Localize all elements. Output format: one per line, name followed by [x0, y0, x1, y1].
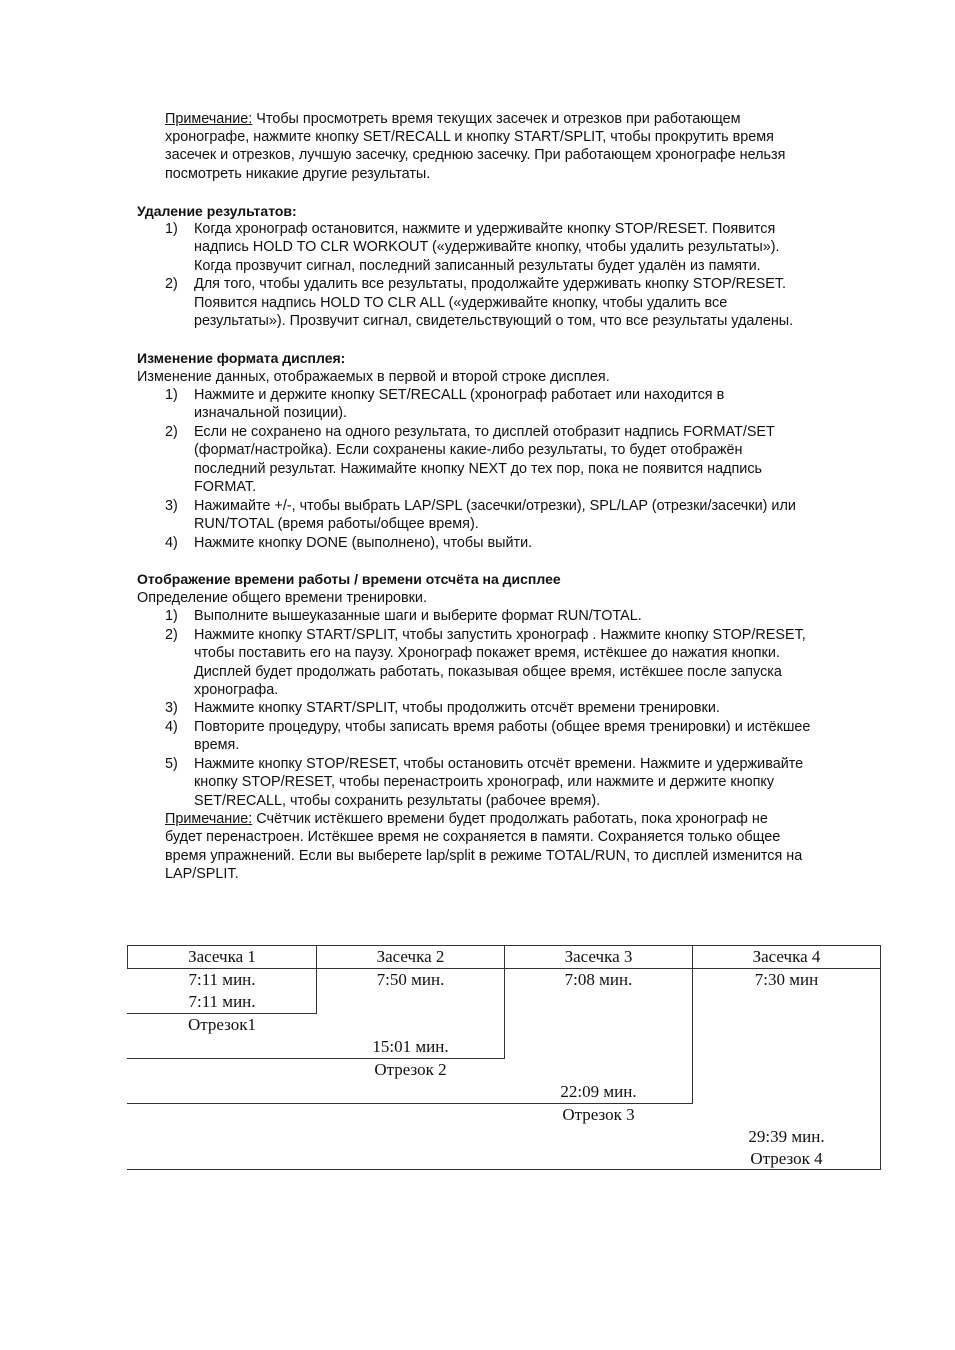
note-line: хронографе, нажмите кнопку SET/RECALL и кнопку START/SPLIT, чтобы прокрутить время	[165, 129, 774, 145]
note-line: время упражнений. Если вы выберете lap/split в режиме TOTAL/RUN, то дисплей изменится на	[165, 848, 803, 864]
list-line: Появится надпись HOLD TO CLR ALL («удерживайте кнопку, чтобы удалить все	[194, 295, 728, 311]
list-line: Нажмите и держите кнопку SET/RECALL (хронограф работает или находится в	[194, 387, 725, 403]
list-line: SET/RECALL, чтобы сохранить результаты (рабочее время).	[194, 793, 601, 809]
list-line: Когда прозвучит сигнал, последний записанный результаты будет удалён из памяти.	[194, 258, 761, 274]
note-line: LAP/SPLIT.	[165, 866, 239, 882]
list-line: чтобы поставить его на паузу. Хронограф покажет время, истёкшее до нажатия кнопки.	[194, 645, 780, 661]
note-2: Примечание: Счётчик истёкшего времени будет продолжать работать, пока хронограф не	[165, 811, 768, 827]
list-line: надпись HOLD TO CLR WORKOUT («удерживайте кнопку, чтобы удалить результаты»).	[194, 239, 780, 255]
list-number: 5)	[165, 756, 178, 772]
list-line: изначальной позиции).	[194, 405, 348, 421]
note-line: засечек и отрезков, лучшую засечку, среднюю засечку. При работающем хронографе нельзя	[165, 147, 786, 163]
split-3-time: 22:09 мин.	[560, 1082, 637, 1101]
list-line: время.	[194, 737, 240, 753]
split-3-label: Отрезок 3	[562, 1105, 635, 1124]
list-number: 2)	[165, 627, 178, 643]
note-line: будет перенастроен. Истёкшее время не сохраняется в памяти. Сохраняется только общее	[165, 829, 781, 845]
list-line: хронографа.	[194, 682, 279, 698]
note-label: Примечание:	[165, 811, 253, 827]
list-line: (формат/настройка). Если сохранены какие-либо результаты, то будет отображён	[194, 442, 743, 458]
list-number: 2)	[165, 276, 178, 292]
section-heading-format: Изменение формата дисплея:	[137, 350, 346, 366]
list-line: Если не сохранено на одного результата, то дисплей отобразит надпись FORMAT/SET	[194, 424, 775, 440]
list-line: Повторите процедуру, чтобы записать время работы (общее время тренировки) и истёкшее	[194, 719, 811, 735]
list-number: 1)	[165, 608, 178, 624]
section-intro: Определение общего времени тренировки.	[137, 590, 427, 606]
split-2-label: Отрезок 2	[374, 1060, 447, 1079]
table-header-lap-3: Засечка 3	[564, 947, 633, 966]
list-line: Выполните вышеуказанные шаги и выберите формат RUN/TOTAL.	[194, 608, 642, 624]
list-line: FORMAT.	[194, 479, 257, 495]
table-header-lap-1: Засечка 1	[188, 947, 256, 966]
list-line: Нажмите кнопку STOP/RESET, чтобы остановить отсчёт времени. Нажмите и удерживайте	[194, 756, 804, 772]
list-number: 3)	[165, 700, 178, 716]
section-intro: Изменение данных, отображаемых в первой и второй строке дисплея.	[137, 369, 610, 385]
split-1-time: 7:11 мин.	[188, 992, 256, 1011]
list-number: 3)	[165, 498, 178, 514]
lap-1-time: 7:11 мин.	[188, 970, 256, 989]
note-line: посмотреть никакие другие результаты.	[165, 166, 431, 182]
table-header-lap-2: Засечка 2	[376, 947, 445, 966]
list-line: последний результат. Нажимайте кнопку NEXT до тех пор, пока не появится надпись	[194, 461, 763, 477]
list-number: 4)	[165, 719, 178, 735]
lap-4-time: 7:30 мин	[754, 970, 819, 989]
list-line: Для того, чтобы удалить все результаты, продолжайте удерживать кнопку STOP/RESET.	[194, 276, 787, 292]
list-number: 1)	[165, 387, 178, 403]
lap-3-time: 7:08 мин.	[564, 970, 633, 989]
split-4-label: Отрезок 4	[750, 1149, 823, 1168]
list-line: Дисплей будет продолжать работать, показывая общее время, истёкшее после запуска	[194, 664, 782, 680]
list-line: кнопку STOP/RESET, чтобы перенастроить хронограф, или нажмите и держите кнопку	[194, 774, 775, 790]
list-number: 1)	[165, 221, 178, 237]
section-heading-delete: Удаление результатов:	[137, 203, 297, 219]
list-line: Нажимайте +/-, чтобы выбрать LAP/SPL (засечки/отрезки), SPL/LAP (отрезки/засечки) или	[194, 498, 796, 514]
list-line: Нажмите кнопку DONE (выполнено), чтобы выйти.	[194, 535, 533, 551]
section-heading-runtime: Отображение времени работы / времени отсчёта на дисплее	[137, 571, 561, 587]
list-line: Нажмите кнопку START/SPLIT, чтобы продолжить отсчёт времени тренировки.	[194, 700, 720, 716]
list-line: Нажмите кнопку START/SPLIT, чтобы запустить хронограф . Нажмите кнопку STOP/RESET,	[194, 627, 806, 643]
lap-2-time: 7:50 мин.	[376, 970, 445, 989]
split-1-label: Отрезок1	[187, 1015, 257, 1034]
list-number: 2)	[165, 424, 178, 440]
note-label: Примечание:	[165, 111, 253, 127]
split-4-time: 29:39 мин.	[748, 1127, 825, 1146]
split-2-time: 15:01 мин.	[372, 1037, 449, 1056]
table-header-lap-4: Засечка 4	[752, 947, 821, 966]
list-line: RUN/TOTAL (время работы/общее время).	[194, 516, 479, 532]
list-line: результаты»). Прозвучит сигнал, свидетельствующий о том, что все результаты удалены.	[194, 313, 794, 329]
table-border	[880, 945, 881, 1170]
list-number: 4)	[165, 535, 178, 551]
list-line: Когда хронограф остановится, нажмите и удерживайте кнопку STOP/RESET. Появится	[194, 221, 776, 237]
note-1: Примечание: Чтобы просмотреть время текущих засечек и отрезков при работающем	[165, 111, 741, 127]
